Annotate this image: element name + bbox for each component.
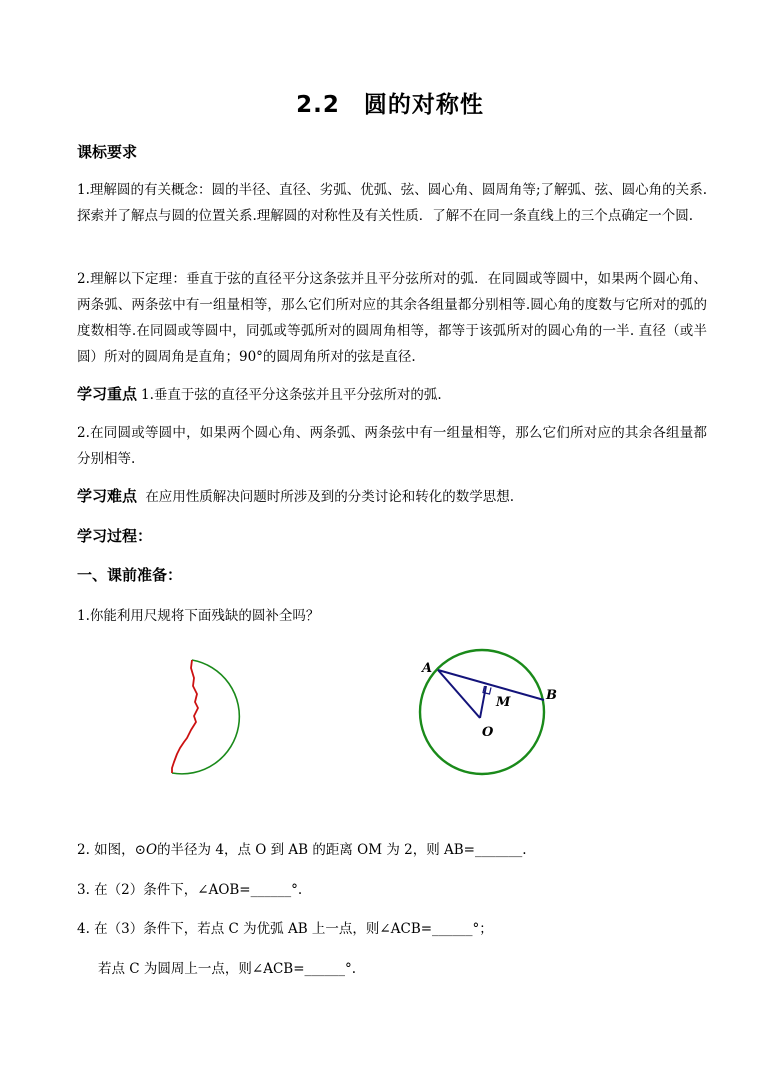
difficult-point-text: 在应用性质解决问题时所涉及到的分类讨论和转化的数学思想. xyxy=(145,489,515,505)
question-1: 1.你能利用尺规将下面残缺的圆补全吗？ xyxy=(77,608,320,624)
curriculum-paragraph-1: 1.理解圆的有关概念：圆的半径、直径、劣弧、优弧、弦、圆心角、圆周角等;了解弧、弦、圆心角的关系.探索并了解点与圆的位置关系.理解圆的对称性及有关性质．了解不在同一条直线上的三个点确定一个圆. xyxy=(77,182,707,224)
curriculum-paragraph-2: 2.理解以下定理：垂直于弦的直径平分这条弦并且平分弦所对的弧．在同圆或等圆中，如果两个圆心角、两条弧、两条弦中有一组量相等，那么它们所对应的其余各组量都分别相等.圆心角的度数与它所对的弧的度数相等.在同圆或等圆中，同弧或等弧所对的圆周角相等，都等于该弧所对的圆心角的一半. 直径（或半圆）所对的圆周角是直角；90°的圆周角所对的弦是直径. xyxy=(77,271,707,365)
label-o: O xyxy=(482,725,494,740)
key-point-line xyxy=(77,381,707,408)
question-3: 3. 在（2）条件下，∠AOB=______°. xyxy=(77,882,303,898)
question-4a: 4. 在（3）条件下，若点 C 为优弧 AB 上一点，则∠ACB=______°； xyxy=(77,921,493,937)
question-2-prefix: 2. 如图，⊙ xyxy=(77,842,146,858)
circle-chord-figure xyxy=(405,648,585,788)
question-2 xyxy=(77,838,527,858)
pre-class-heading: 一、课前准备： xyxy=(77,566,183,584)
key-point-text-1: 1.垂直于弦的直径平分这条弦并且平分弦所对的弧. xyxy=(141,387,442,403)
key-point-paragraph-2: 2.在同圆或等圆中，如果两个圆心角、两条弧、两条弦中有一组量相等，那么它们所对应的其余各组量都分别相等. xyxy=(77,425,707,467)
page-title: 2.2 圆的对称性 xyxy=(296,92,484,118)
curriculum-heading: 课标要求 xyxy=(77,143,138,161)
label-m: M xyxy=(496,695,511,710)
key-point-heading: 学习重点 xyxy=(77,385,138,403)
label-b: B xyxy=(546,688,557,703)
learning-process-heading: 学习过程： xyxy=(77,527,153,545)
broken-circle-jagged-edge xyxy=(172,660,198,773)
radius-oa xyxy=(438,670,480,718)
question-2-suffix: 的半径为 4，点 O 到 AB 的距离 OM 为 2，则 AB=_______. xyxy=(157,842,527,858)
broken-circle-figure xyxy=(160,650,260,780)
difficult-point-heading: 学习难点 xyxy=(77,487,138,505)
difficult-point-line xyxy=(77,483,707,510)
chord-ab xyxy=(438,670,544,700)
label-a: A xyxy=(422,661,433,676)
right-angle-mark xyxy=(483,686,491,694)
question-4b: 若点 C 为圆周上一点，则∠ACB=______°. xyxy=(98,961,357,977)
broken-circle-arc xyxy=(172,660,239,774)
question-2-circle-name: O xyxy=(145,842,158,858)
